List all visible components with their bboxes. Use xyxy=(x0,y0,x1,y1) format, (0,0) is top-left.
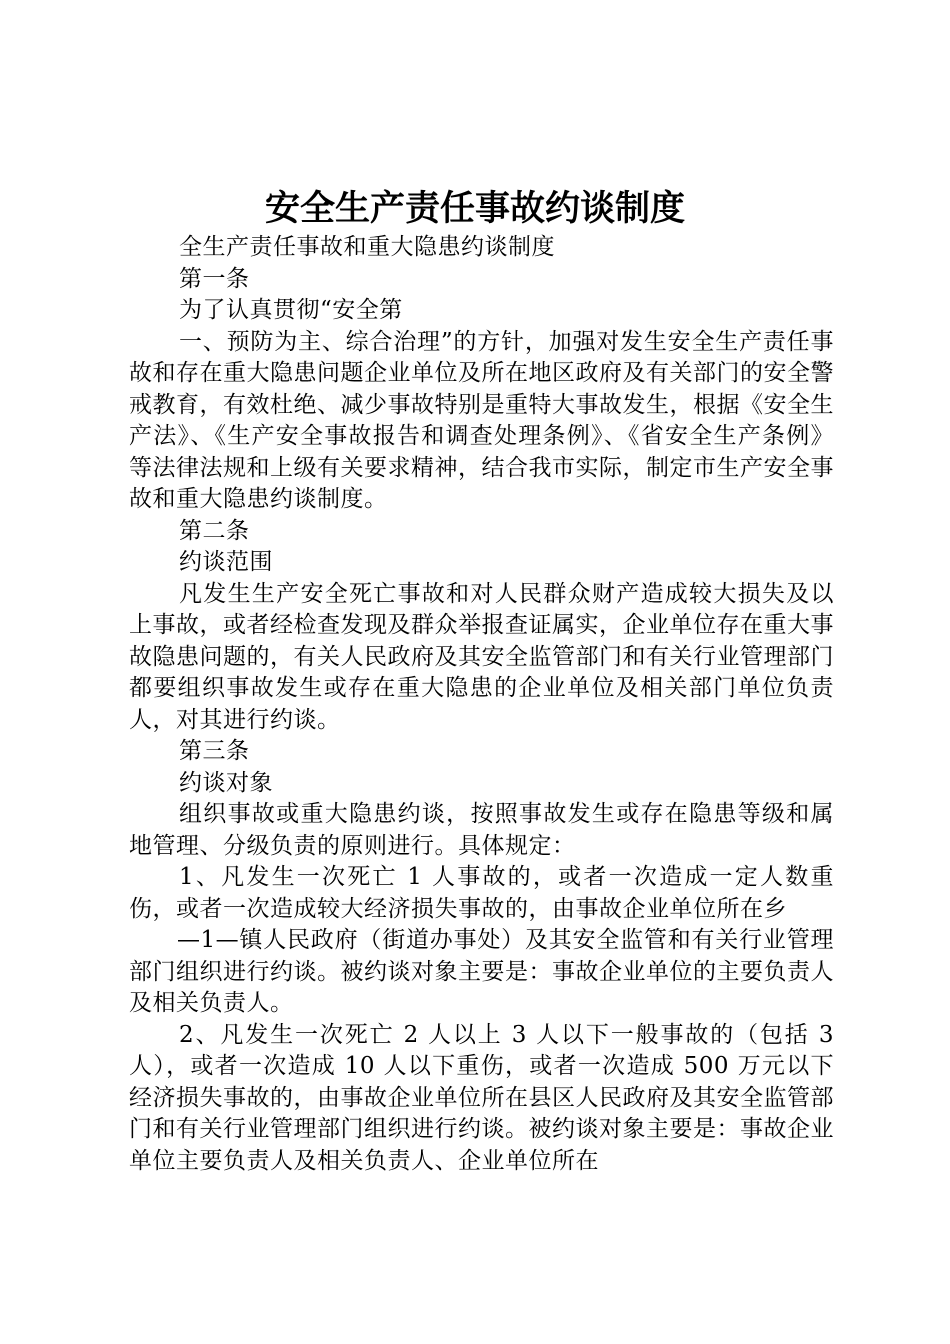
document-body xyxy=(129,232,834,1177)
paragraph-purpose: 一、预防为主、综合治理”的方针，加强对发生安全生产责任事故和存在重大隐患问题企业单位及所在地区政府及有关部门的安全警戒教育，有效杜绝、减少事故特别是重特大事故发生，根据《安全生产法》、《生产安全事故报告和调查处理条例》、《省安全生产条例》等法律法规和上级有关要求精神，结合我市实际，制定市生产安全事故和重大隐患约谈制度。 xyxy=(129,328,834,512)
article-heading-1: 第一条 xyxy=(179,265,250,292)
paragraph-rule-2: 2、凡发生一次死亡 2 人以上 3 人以下一般事故的（包括 3 人），或者一次造成 10 人以下重伤，或者一次造成 500 万元以下经济损失事故的，由事故企业单位所在县区人民政府及其安全监管部门和有关行业管理部门组织进行约谈。被约谈对象主要是：事故企业单位主要负责人及相关负责人、企业单位所在 xyxy=(129,1021,834,1174)
paragraph-principle: 组织事故或重大隐患约谈，按照事故发生或存在隐患等级和属地管理、分级负责的原则进行。具体规定： xyxy=(129,801,834,859)
paragraph-purpose-intro: 为了认真贯彻“安全第 xyxy=(179,297,403,323)
article-heading-2: 第二条 xyxy=(179,517,250,544)
paragraph-subtitle: 全生产责任事故和重大隐患约谈制度 xyxy=(179,234,555,260)
article-heading-3: 第三条 xyxy=(179,738,250,764)
paragraph-rule-1: 1、凡发生一次死亡 1 人事故的，或者一次造成一定人数重伤，或者一次造成较大经济损失事故的，由事故企业单位所在乡 xyxy=(129,864,834,922)
document-title: 安全生产责任事故约谈制度 xyxy=(264,188,685,229)
paragraph-rule-1-continued: —1—镇人民政府（街道办事处）及其安全监管和有关行业管理部门组织进行约谈。被约谈对象主要是：事故企业单位的主要负责人及相关负责人。 xyxy=(129,927,834,1016)
section-heading-scope: 约谈范围 xyxy=(179,549,273,575)
section-heading-targets: 约谈对象 xyxy=(179,769,273,796)
paragraph-scope: 凡发生生产安全死亡事故和对人民群众财产造成较大损失及以上事故，或者经检查发现及群众举报查证属实，企业单位存在重大事故隐患问题的，有关人民政府及其安全监管部门和有关行业管理部门都要组织事故发生或存在重大隐患的企业单位及相关部门单位负责人，对其进行约谈。 xyxy=(129,580,834,733)
